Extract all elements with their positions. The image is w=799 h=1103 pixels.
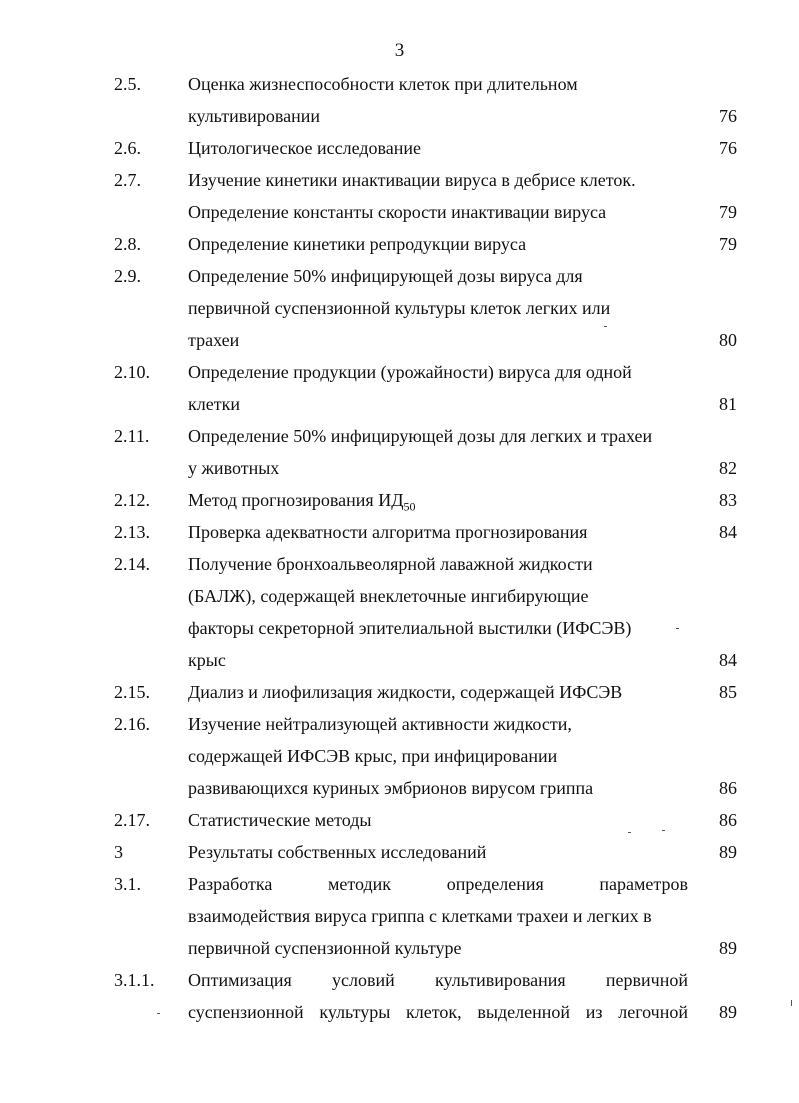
entry-title-line: Получение бронхоальвеолярной лаважной жидкости xyxy=(188,554,593,574)
toc-entry-2-15 xyxy=(0,676,799,708)
entry-title-line: Изучение кинетики инактивации вируса в дебрисе клеток. xyxy=(188,170,636,190)
entry-number: 2.10. xyxy=(114,362,150,382)
entry-title-word: клеток, xyxy=(406,1002,462,1022)
entry-title-word: определения xyxy=(446,874,544,894)
toc-entry-3 xyxy=(0,836,799,868)
entry-title-word: параметров xyxy=(599,874,688,894)
entry-title-word: условий xyxy=(332,970,395,990)
scan-speck xyxy=(157,1013,160,1014)
toc-entry-2-11 xyxy=(0,420,799,484)
toc-entry-2-10 xyxy=(0,356,799,420)
entry-number: 2.9. xyxy=(114,266,141,286)
entry-page: 79 xyxy=(719,202,737,222)
toc-entry-2-5 xyxy=(0,68,799,132)
entry-title xyxy=(188,964,688,1028)
entry-title-word: культивирования xyxy=(435,970,566,990)
entry-title-line: содержащей ИФСЭВ крыс, при инфицировании xyxy=(188,746,558,766)
entry-title-line: Изучение нейтрализующей активности жидкости, xyxy=(188,714,572,734)
entry-title xyxy=(188,356,688,420)
entry-title-line: Результаты собственных исследований xyxy=(188,842,487,862)
toc-entry-2-9 xyxy=(0,260,799,356)
entry-title-line xyxy=(188,484,688,516)
entry-page: 89 xyxy=(719,938,737,958)
entry-title-line: (БАЛЖ), содержащей внеклеточные ингибирующие xyxy=(188,586,589,606)
entry-title xyxy=(188,68,688,132)
entry-number: 3.1.1. xyxy=(114,970,155,990)
entry-number: 2.17. xyxy=(114,810,150,830)
entry-title xyxy=(188,676,688,708)
entry-number: 2.12. xyxy=(114,490,150,510)
entry-page: 89 xyxy=(719,842,737,862)
entry-title-line: Проверка адекватности алгоритма прогнозирования xyxy=(188,522,588,542)
entry-title-line: первичной суспензионной культуры клеток легких или xyxy=(188,298,611,318)
entry-page: 84 xyxy=(719,522,737,542)
page-number: 3 xyxy=(394,40,405,61)
entry-page: 86 xyxy=(719,778,737,798)
entry-number: 2.5. xyxy=(114,74,141,94)
entry-title-line: Определение кинетики репродукции вируса xyxy=(188,234,527,254)
toc-entry-2-8 xyxy=(0,228,799,260)
entry-title-word: легочной xyxy=(618,1002,688,1022)
entry-title-word: выделенной xyxy=(477,1002,570,1022)
entry-title-text: Метод прогнозирования ИД xyxy=(188,490,404,510)
entry-title-line xyxy=(188,964,688,996)
toc-entry-2-6 xyxy=(0,132,799,164)
entry-title-line: Определение 50% инфицирующей дозы для легких и трахеи xyxy=(188,426,653,446)
entry-title xyxy=(188,420,688,484)
scan-speck xyxy=(791,1000,792,1006)
entry-title-line xyxy=(188,996,688,1028)
entry-title-line: взаимодействия вируса гриппа с клетками трахеи и легких в xyxy=(188,906,652,926)
entry-title-word: культуры xyxy=(319,1002,391,1022)
entry-title-word: первичной xyxy=(605,970,688,990)
entry-title-line: у животных xyxy=(188,458,280,478)
entry-number: 2.16. xyxy=(114,714,150,734)
entry-title xyxy=(188,228,688,260)
entry-number: 2.14. xyxy=(114,554,150,574)
toc-entry-2-13 xyxy=(0,516,799,548)
entry-title xyxy=(188,548,688,676)
entry-page: 76 xyxy=(719,138,737,158)
entry-title xyxy=(188,836,688,868)
entry-page: 84 xyxy=(719,650,737,670)
entry-title-word: из xyxy=(585,1002,603,1022)
entry-title-line: Диализ и лиофилизация жидкости, содержащей ИФСЭВ xyxy=(188,682,623,702)
entry-title-word: суспензионной xyxy=(188,1002,304,1022)
toc-entry-2-12 xyxy=(0,484,799,516)
entry-title-line: Оценка жизнеспособности клеток при длительном xyxy=(188,74,578,94)
entry-number: 3.1. xyxy=(114,874,141,894)
entry-page: 85 xyxy=(719,682,737,702)
entry-number: 2.8. xyxy=(114,234,141,254)
entry-page: 89 xyxy=(719,1002,737,1022)
entry-title-line: Определение 50% инфицирующей дозы вируса для xyxy=(188,266,583,286)
entry-title-line: Определение продукции (урожайности) вируса для одной xyxy=(188,362,632,382)
toc-entry-3-1 xyxy=(0,868,799,964)
entry-title-line: трахеи xyxy=(188,330,240,350)
entry-title-line: Определение константы скорости инактивации вируса xyxy=(188,202,607,222)
entry-title xyxy=(188,132,688,164)
entry-title-line: клетки xyxy=(188,394,240,414)
entry-number: 2.6. xyxy=(114,138,141,158)
entry-title-line: Статистические методы xyxy=(188,810,372,830)
entry-page: 79 xyxy=(719,234,737,254)
entry-title xyxy=(188,868,688,964)
entry-title xyxy=(188,260,688,356)
entry-title xyxy=(188,804,688,836)
entry-page: 81 xyxy=(719,394,737,414)
entry-title-line: культивировании xyxy=(188,106,320,126)
entry-title-line: развивающихся куриных эмбрионов вирусом гриппа xyxy=(188,778,594,798)
entry-title xyxy=(188,164,688,228)
toc-entry-2-17 xyxy=(0,804,799,836)
entry-number: 2.15. xyxy=(114,682,150,702)
entry-title-word: методик xyxy=(328,874,392,894)
entry-title xyxy=(188,516,688,548)
entry-title-line: крыс xyxy=(188,650,226,670)
entry-title-subscript: 50 xyxy=(403,499,416,514)
entry-title-line: Цитологическое исследование xyxy=(188,138,422,158)
entry-title-line xyxy=(188,868,688,900)
scan-speck xyxy=(604,326,607,327)
scan-speck xyxy=(662,830,665,831)
entry-page: 80 xyxy=(719,330,737,350)
toc-entry-3-1-1 xyxy=(0,964,799,1028)
entry-number: 2.7. xyxy=(114,170,141,190)
entry-page: 82 xyxy=(719,458,737,478)
scan-speck xyxy=(676,628,679,629)
table-of-contents xyxy=(0,68,799,1028)
scan-speck xyxy=(628,832,631,833)
entry-title-word: Оптимизация xyxy=(188,970,292,990)
entry-title-word: Разработка xyxy=(188,874,273,894)
entry-number: 2.13. xyxy=(114,522,150,542)
entry-number: 3 xyxy=(114,842,123,862)
entry-title-line: факторы секреторной эпителиальной выстилки (ИФСЭВ) xyxy=(188,618,632,638)
entry-title-line: первичной суспензионной культуре xyxy=(188,938,462,958)
toc-entry-2-7 xyxy=(0,164,799,228)
entry-page: 86 xyxy=(719,810,737,830)
entry-number: 2.11. xyxy=(114,426,150,446)
entry-page: 83 xyxy=(719,490,737,510)
entry-title xyxy=(188,484,688,516)
toc-entry-2-14 xyxy=(0,548,799,676)
entry-title xyxy=(188,708,688,804)
toc-entry-2-16 xyxy=(0,708,799,804)
entry-page: 76 xyxy=(719,106,737,126)
